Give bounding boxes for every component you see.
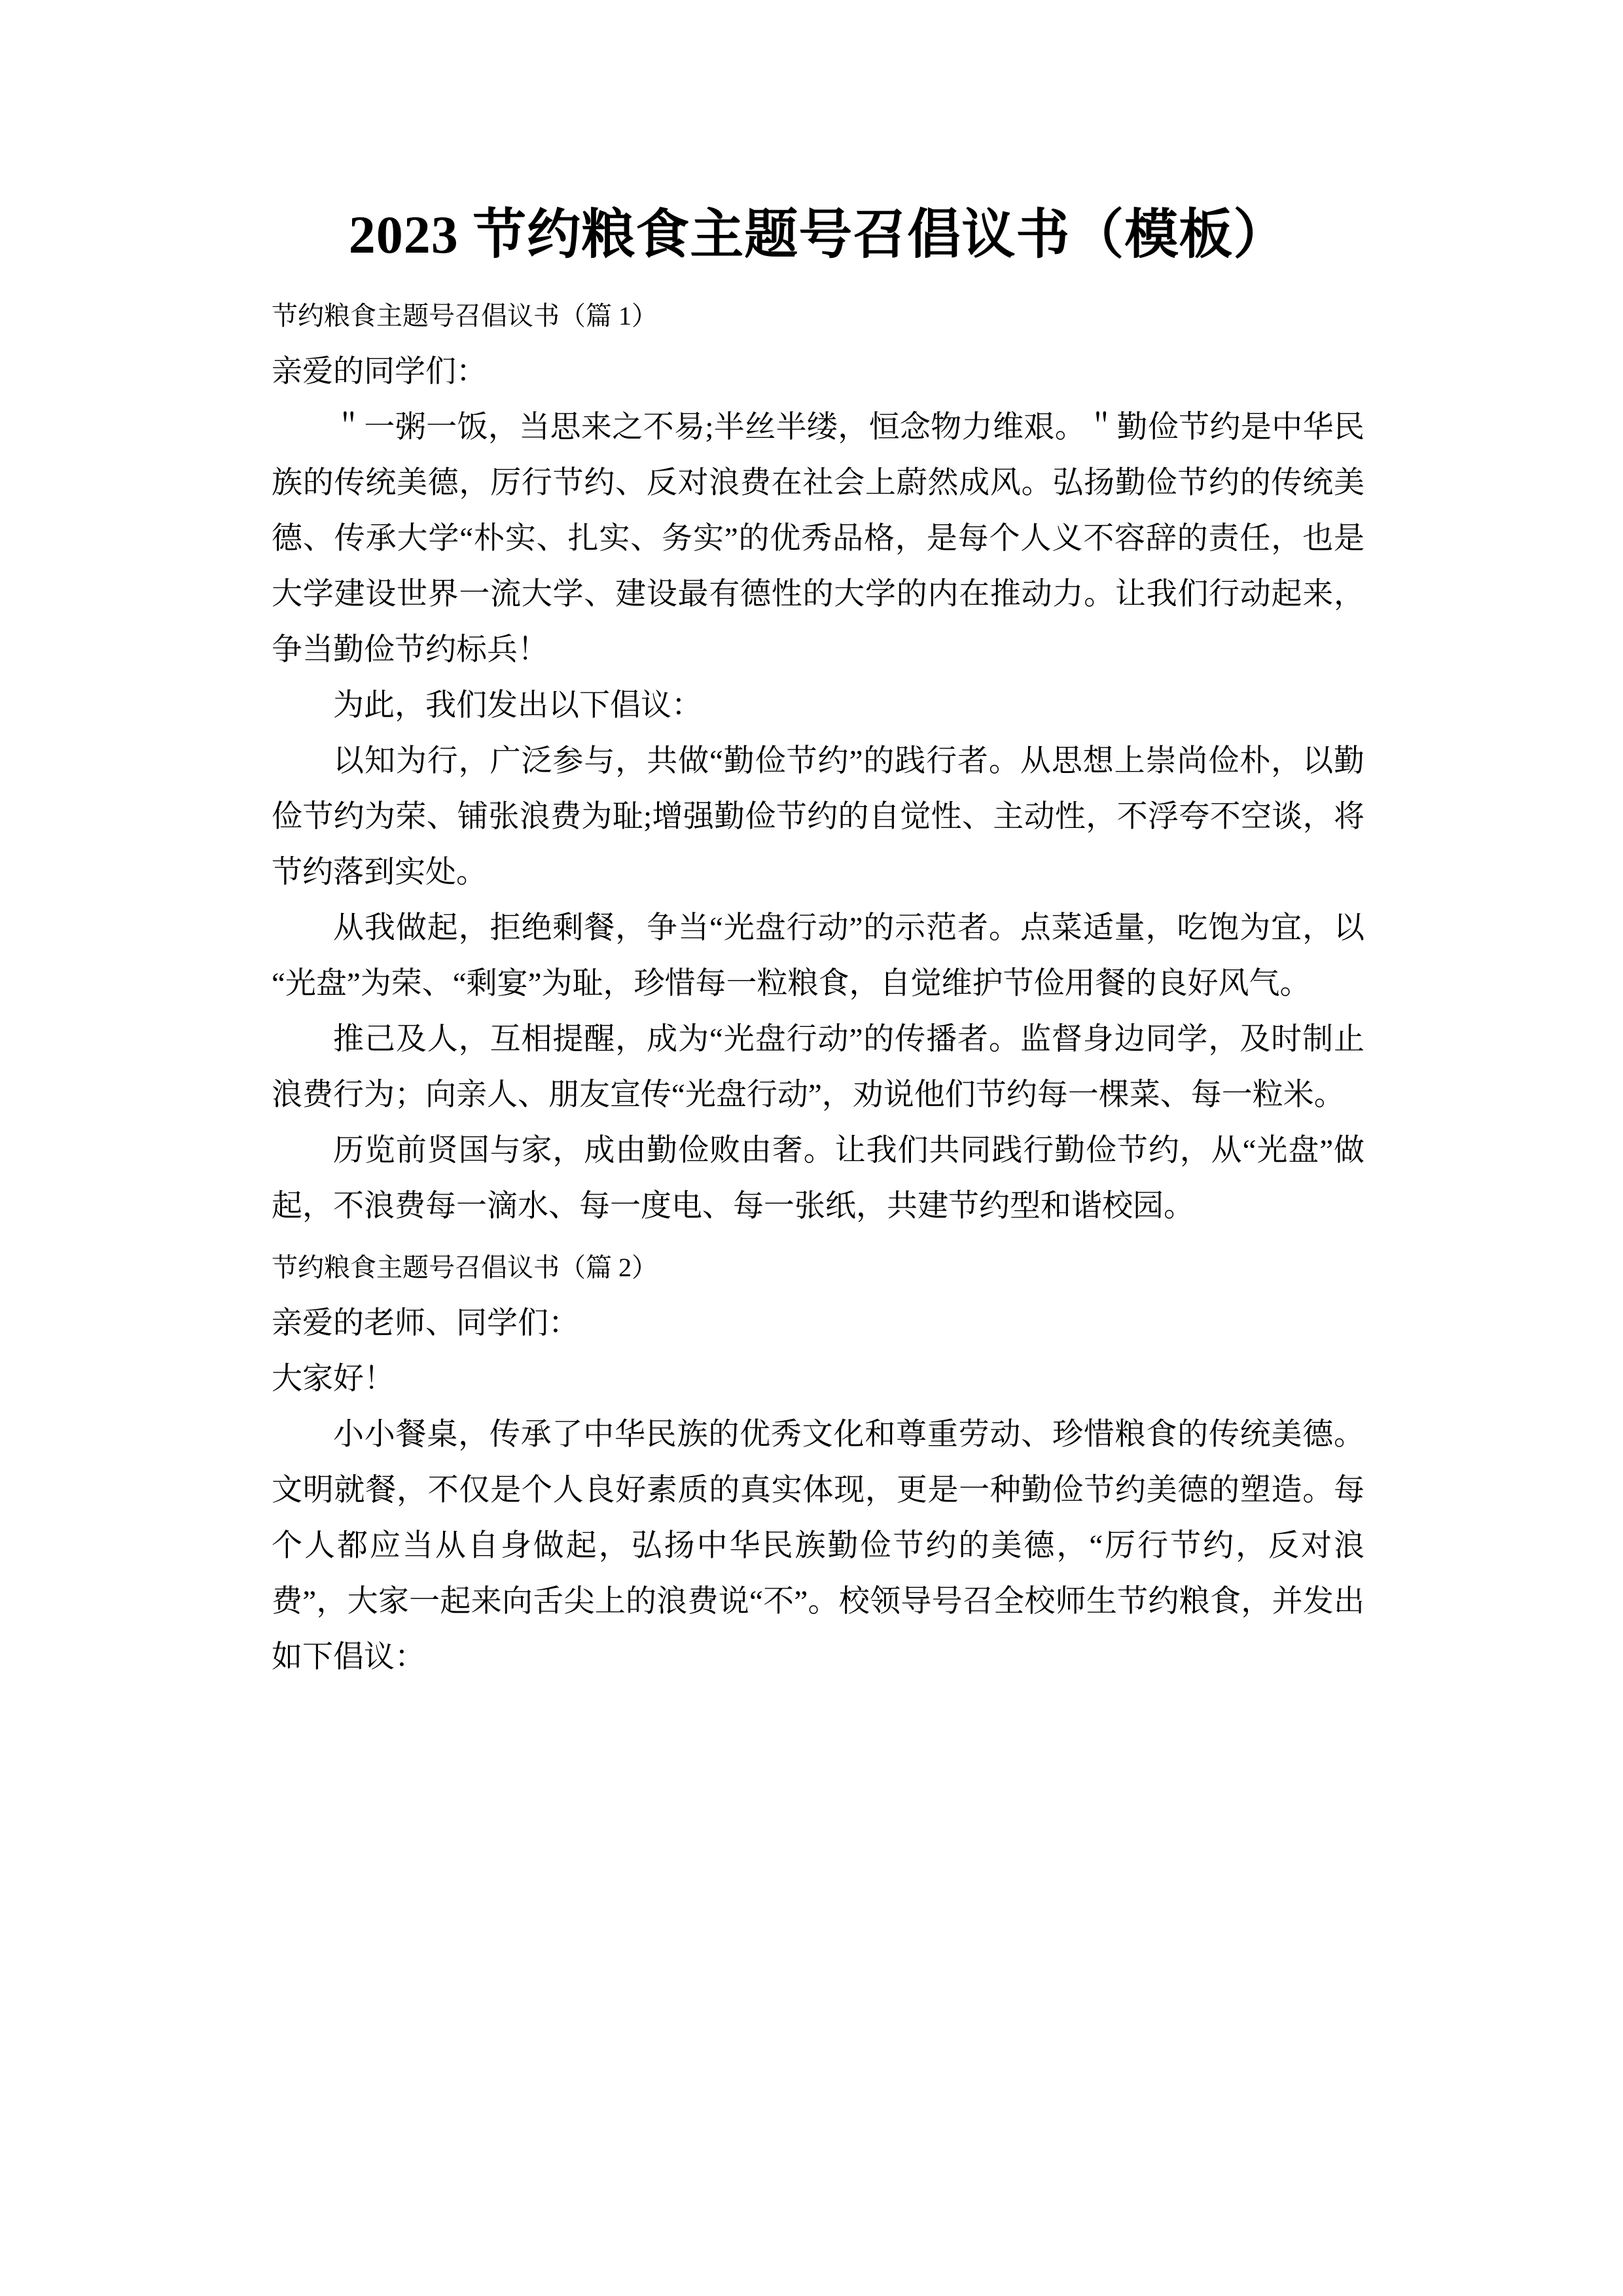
salutation-pian2: 亲爱的老师、同学们：: [272, 1306, 579, 1340]
salutation-pian1: 亲爱的同学们：: [272, 355, 487, 389]
section-pian2: [272, 1240, 1364, 1685]
section-spacer: [272, 1234, 1364, 1240]
paragraph-pian1-5: 推己及人，互相提醒，成为“光盘行动”的传播者。监督身边同学，及时制止浪费行为；向亲人、朋友宣传“光盘行动”，劝说他们节约每一棵菜、每一粒米。: [272, 1022, 1364, 1112]
paragraph-pian2-1: 小小餐桌，传承了中华民族的优秀文化和尊重劳动、珍惜粮食的传统美德。文明就餐，不仅是个人良好素质的真实体现，更是一种勤俭节约美德的塑造。每个人都应当从自身做起，弘扬中华民族勤俭节约的美德，“厉行节约，反对浪费”，大家一起来向舌尖上的浪费说“不”。校领导号召全校师生节约粮食，并发出如下倡议：: [272, 1418, 1364, 1674]
section-heading-pian1: 节约粮食主题号召倡议书（篇 1）: [272, 301, 658, 331]
paragraph-pian1-2: 为此，我们发出以下倡议：: [333, 689, 702, 723]
paragraph-pian1-3: 以知为行，广泛参与，共做“勤俭节约”的践行者。从思想上崇尚俭朴，以勤俭节约为荣、铺张浪费为耻;增强勤俭节约的自觉性、主动性，不浮夸不空谈，将节约落到实处。: [272, 744, 1364, 889]
page-title: 2023 节约粮食主题号召倡议书（模板）: [348, 205, 1288, 264]
paragraph-pian1-6: 历览前贤国与家，成由勤俭败由奢。让我们共同践行勤俭节约，从“光盘”做起，不浪费每一滴水、每一度电、每一张纸，共建节约型和谐校园。: [272, 1134, 1364, 1223]
greeting-pian2: 大家好！: [272, 1362, 395, 1396]
section-heading-pian2: 节约粮食主题号召倡议书（篇 2）: [272, 1253, 658, 1282]
document-content: [272, 0, 1364, 1685]
paragraph-pian1-4: 从我做起，拒绝剩餐，争当“光盘行动”的示范者。点菜适量，吃饱为宜，以“光盘”为荣、“剩宴”为耻，珍惜每一粒粮食，自觉维护节俭用餐的良好风气。: [272, 911, 1364, 1001]
section-pian1: [272, 288, 1364, 1234]
title-spacer: [272, 262, 1364, 288]
paragraph-pian1-1: ＂一粥一饭，当思来之不易;半丝半缕，恒念物力维艰。＂勤俭节约是中华民族的传统美德，厉行节约、反对浪费在社会上蔚然成风。弘扬勤俭节约的传统美德、传承大学“朴实、扎实、务实”的优秀品格，是每个人义不容辞的责任，也是大学建设世界一流大学、建设最有德性的大学的内在推动力。让我们行动起来，争当勤俭节约标兵！: [272, 410, 1364, 667]
